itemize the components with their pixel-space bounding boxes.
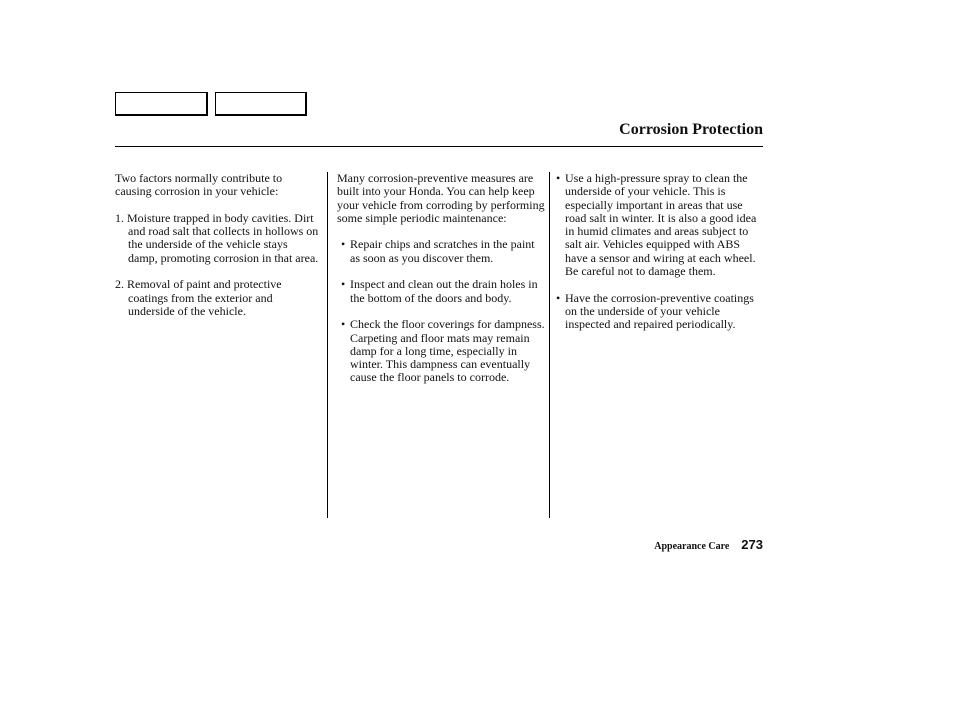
page-footer	[654, 536, 763, 554]
column-3	[562, 172, 764, 345]
list-item: • Inspect and clean out the drain holes in the bottom of the doors and body.	[337, 278, 547, 305]
list-item: • Check the floor coverings for dampness. Carpeting and floor mats may remain damp for a long time, especially in winter. This dampness can eventually cause the floor panels to corrode.	[337, 318, 547, 384]
column-2	[337, 172, 547, 398]
page-number: 273	[741, 537, 763, 552]
nav-button-previous[interactable]	[115, 92, 208, 116]
header-rule	[115, 146, 763, 147]
list-item: 2. Removal of paint and protective coatings from the exterior and underside of the vehicle.	[115, 277, 282, 318]
column-divider	[549, 172, 550, 518]
list-item: • Repair chips and scratches in the paint as soon as you discover them.	[337, 238, 547, 265]
list-item: 1. Moisture trapped in body cavities. Dirt and road salt that collects in hollows on the underside of the vehicle stays damp, promoting corrosion in that area.	[115, 210, 319, 265]
nav-button-next[interactable]	[215, 92, 307, 116]
page-title: Corrosion Protection	[619, 121, 763, 138]
column-1	[115, 172, 320, 332]
footer-section-name: Appearance Care	[654, 541, 730, 552]
column-2-intro: Many corrosion-preventive measures are built into your Honda. You can help keep your vehicle from corroding by performing some simple periodic maintenance:	[337, 171, 545, 225]
list-item: • Have the corrosion-preventive coatings on the underside of your vehicle inspected and repaired periodically.	[552, 292, 764, 332]
list-item: • Use a high-pressure spray to clean the underside of your vehicle. This is especially important in areas that use road salt in winter. It is also a good idea in humid climates and areas subject to salt air. Vehicles equipped with ABS have a sensor and wiring at each wheel. Be careful not to damage them.	[552, 172, 764, 278]
column-divider	[327, 172, 328, 518]
column-1-intro: Two factors normally contribute to causing corrosion in your vehicle:	[115, 171, 283, 199]
